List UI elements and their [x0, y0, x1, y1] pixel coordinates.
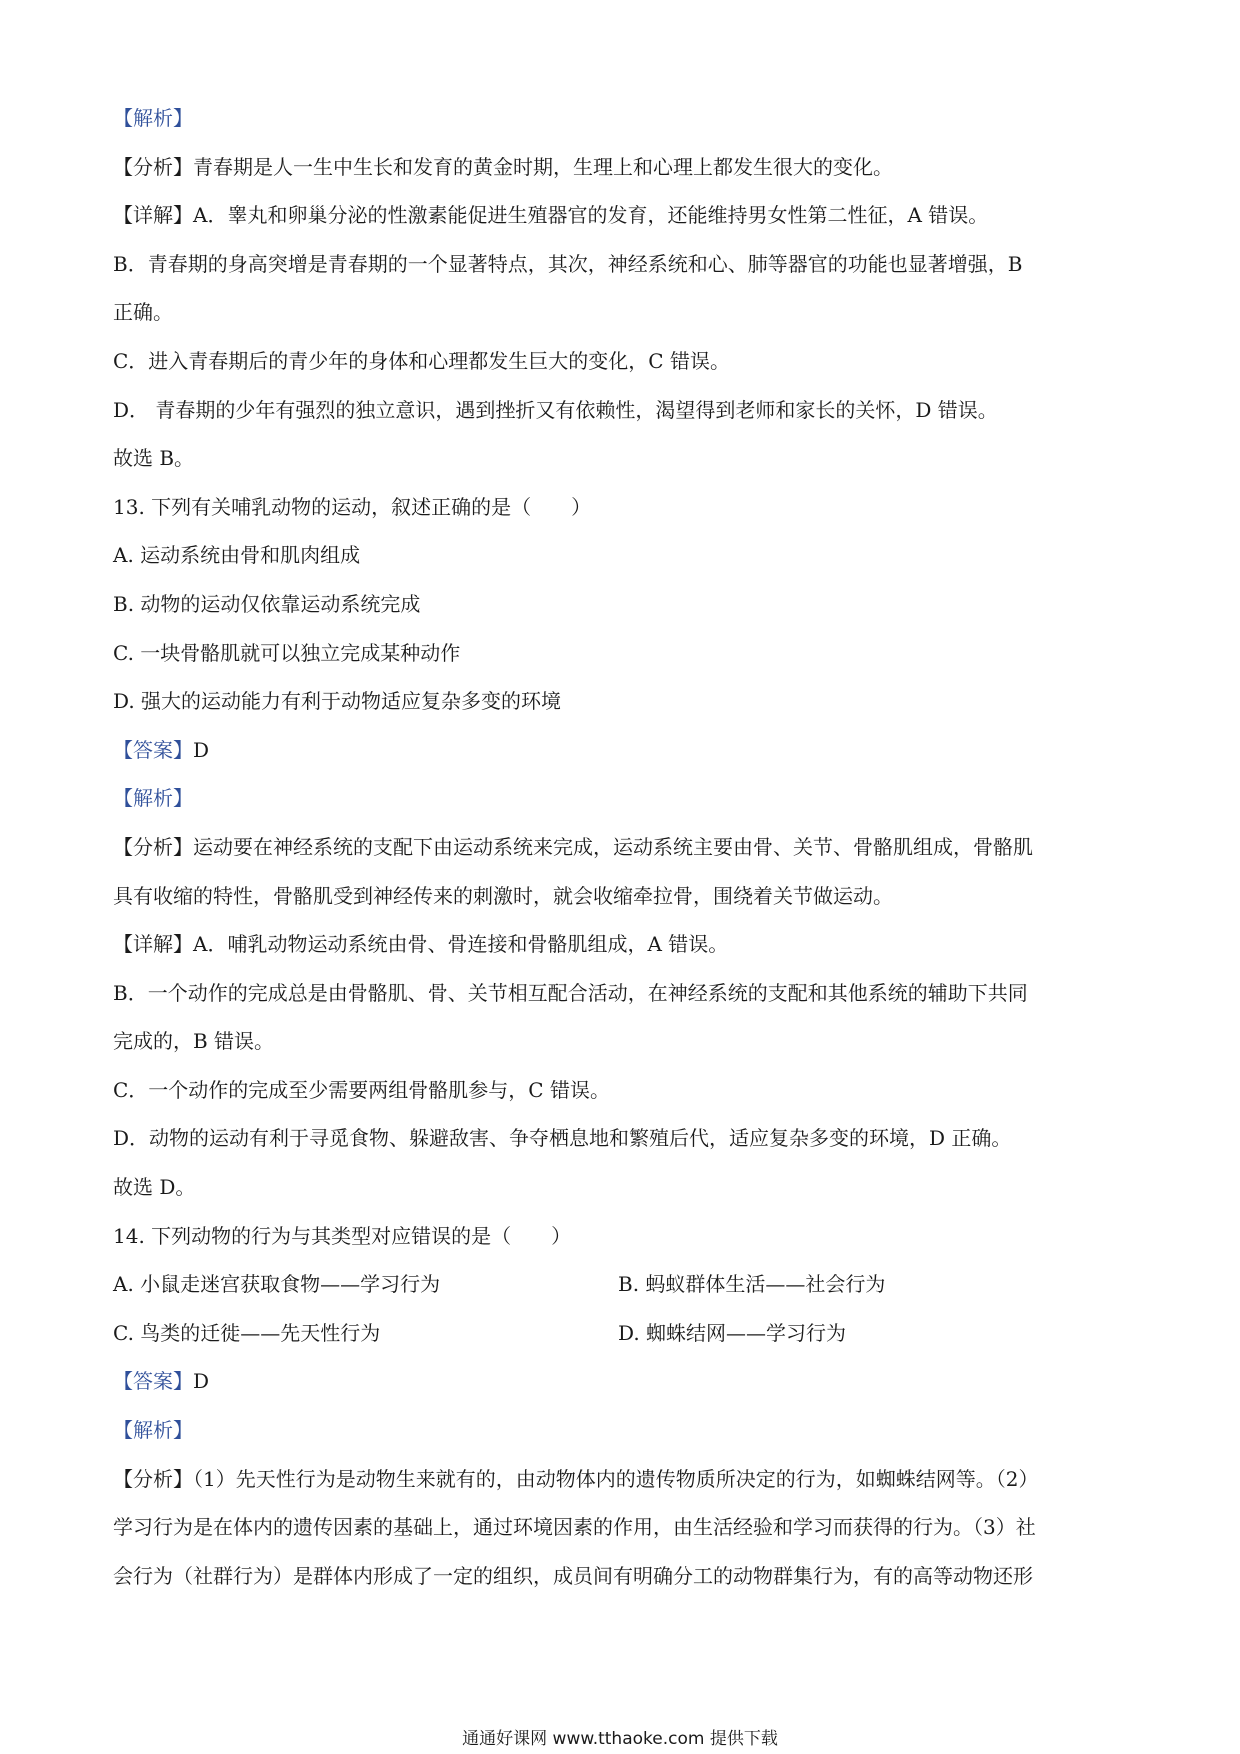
question-13-option-d: D. 强大的运动能力有利于动物适应复杂多变的环境 — [113, 689, 562, 714]
page-footer: 通通好课网 www.tthaoke.com 提供下载 — [462, 1729, 778, 1749]
question-13-conclusion: 故选 D。 — [113, 1175, 196, 1200]
question-13-detail-b-continued: 完成的，B 错误。 — [113, 1029, 275, 1054]
question-13-option-b: B. 动物的运动仅依靠运动系统完成 — [113, 591, 421, 616]
detail-option-b-continued: 正确。 — [113, 300, 173, 325]
conclusion: 故选 B。 — [113, 446, 195, 471]
question-13-detail-a: 【详解】A．哺乳动物运动系统由骨、骨连接和骨骼肌组成，A 错误。 — [113, 932, 729, 957]
question-14-analysis-summary-continued: 学习行为是在体内的遗传因素的基础上，通过环境因素的作用，由生活经验和学习而获得的行为。（3）社 — [113, 1515, 1036, 1540]
question-13-option-a: A. 运动系统由骨和肌肉组成 — [113, 543, 361, 568]
detail-option-b: B．青春期的身高突增是青春期的一个显著特点，其次，神经系统和心、肺等器官的功能也显著增强，B — [113, 251, 1023, 276]
question-14-analysis-summary: 【分析】（1）先天性行为是动物生来就有的，由动物体内的遗传物质所决定的行为，如蜘蛛结网等。（2） — [113, 1466, 1039, 1491]
question-13-detail-c: C．一个动作的完成至少需要两组骨骼肌参与，C 错误。 — [113, 1077, 610, 1102]
question-13-answer: 【答案】D — [113, 737, 210, 762]
question-13-analysis-heading: 【解析】 — [113, 786, 193, 811]
question-14-option-d: D. 蜘蛛结网——学习行为 — [618, 1320, 847, 1345]
question-13-option-c: C. 一块骨骼肌就可以独立完成某种动作 — [113, 640, 461, 665]
question-13-analysis-summary: 【分析】运动要在神经系统的支配下由运动系统来完成，运动系统主要由骨、关节、骨骼肌组成，骨骼肌 — [113, 834, 1033, 859]
question-14-answer: 【答案】D — [113, 1369, 210, 1394]
question-14-option-b: B. 蚂蚁群体生活——社会行为 — [618, 1272, 886, 1297]
question-14-option-a: A. 小鼠走迷宫获取食物——学习行为 — [113, 1272, 441, 1297]
question-13-stem: 13. 下列有关哺乳动物的运动，叙述正确的是（ ） — [113, 494, 592, 519]
question-13-analysis-summary-continued: 具有收缩的特性，骨骼肌受到神经传来的刺激时，就会收缩牵拉骨，围绕着关节做运动。 — [113, 883, 893, 908]
question-14-stem: 14. 下列动物的行为与其类型对应错误的是（ ） — [113, 1223, 572, 1248]
analysis-summary: 【分析】青春期是人一生中生长和发育的黄金时期，生理上和心理上都发生很大的变化。 — [113, 154, 893, 179]
question-14-analysis-summary-continued-2: 会行为（社群行为）是群体内形成了一定的组织，成员间有明确分工的动物群集行为，有的高等动物还形 — [113, 1563, 1033, 1588]
question-13-detail-b: B．一个动作的完成总是由骨骼肌、骨、关节相互配合活动，在神经系统的支配和其他系统的辅助下共同 — [113, 980, 1028, 1005]
question-14-option-c: C. 鸟类的迁徙——先天性行为 — [113, 1320, 381, 1345]
detail-option-d: D． 青春期的少年有强烈的独立意识，遇到挫折又有依赖性，渴望得到老师和家长的关怀，D 错误。 — [113, 397, 998, 422]
detail-option-c: C．进入青春期后的青少年的身体和心理都发生巨大的变化，C 错误。 — [113, 348, 730, 373]
question-13-detail-d: D．动物的运动有利于寻觅食物、躲避敌害、争夺栖息地和繁殖后代，适应复杂多变的环境，D 正确。 — [113, 1126, 1012, 1151]
detail-option-a: 【详解】A．睾丸和卵巢分泌的性激素能促进生殖器官的发育，还能维持男女性第二性征，A 错误。 — [113, 203, 989, 228]
question-14-options-row-2 — [113, 1309, 1123, 1358]
analysis-heading: 【解析】 — [113, 106, 193, 130]
question-14-analysis-heading: 【解析】 — [113, 1418, 193, 1443]
document-page — [113, 94, 1123, 1600]
question-14-options-row-1 — [113, 1260, 1123, 1309]
